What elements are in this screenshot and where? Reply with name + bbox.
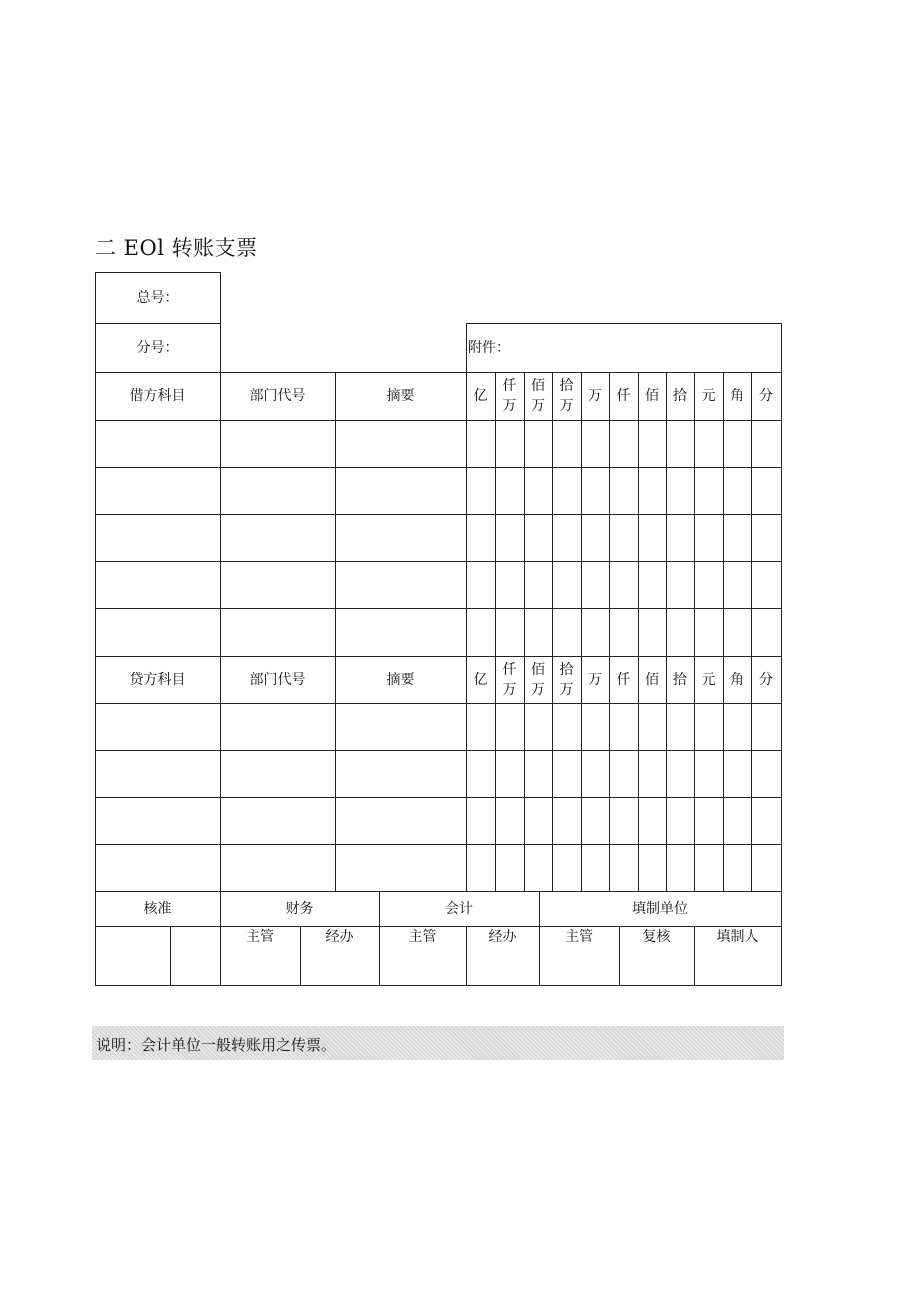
grid-row-line — [95, 514, 782, 515]
accounting-handler-label: 经办 — [488, 929, 517, 945]
digit-column-line — [751, 372, 752, 892]
signature-right-line — [781, 891, 782, 986]
sub-number-label: 分号： — [136, 340, 179, 356]
debit-header-summary: 摘要 — [386, 388, 415, 404]
credit-header-summary: 摘要 — [386, 672, 415, 688]
header-left-line — [95, 272, 96, 373]
credit-unit-3: 拾万 — [559, 662, 574, 698]
finance-handler-label: 经办 — [325, 929, 354, 945]
credit-unit-10: 分 — [759, 672, 773, 688]
header-top-line — [95, 272, 221, 273]
document-title: 二 EOl 转账支票 — [95, 236, 258, 260]
debit-unit-7: 拾 — [673, 388, 687, 404]
credit-unit-7: 拾 — [673, 672, 687, 688]
note-bar — [92, 1026, 784, 1060]
grid-row-line — [95, 703, 782, 704]
debit-header-account: 借方科目 — [129, 388, 186, 404]
grid-row-line — [95, 656, 782, 657]
grid-row-line — [95, 797, 782, 798]
attachment-left-line — [466, 323, 467, 373]
header-divider-line — [220, 272, 221, 373]
debit-unit-2: 佰万 — [531, 378, 545, 414]
digit-column-line — [723, 372, 724, 892]
signature-mid-line — [95, 926, 782, 927]
credit-unit-0: 亿 — [473, 672, 488, 688]
grid-row-line — [95, 608, 782, 609]
grid-row-line — [95, 561, 782, 562]
finance-supervisor-label: 主管 — [246, 929, 274, 945]
debit-unit-5: 仟 — [616, 388, 631, 404]
grid-row-line — [95, 420, 782, 421]
digit-column-line — [638, 372, 639, 892]
debit-unit-6: 佰 — [645, 388, 659, 404]
debit-unit-8: 元 — [701, 388, 716, 404]
credit-unit-9: 角 — [730, 672, 744, 688]
reviewer-label: 复核 — [642, 929, 671, 945]
total-number-label: 总号： — [136, 290, 179, 306]
signature-cell-line — [170, 926, 171, 986]
debit-unit-10: 分 — [759, 388, 773, 404]
debit-unit-3: 拾万 — [559, 378, 574, 414]
accounting-supervisor-label: 主管 — [408, 929, 437, 945]
unit-supervisor-label: 主管 — [565, 929, 593, 945]
signature-bottom-line — [95, 985, 782, 986]
attachment-top-line — [466, 323, 782, 324]
debit-header-dept-code: 部门代号 — [249, 388, 306, 404]
digit-column-line — [609, 372, 610, 892]
digit-column-line — [524, 372, 525, 892]
grid-top-line — [95, 372, 782, 373]
credit-unit-4: 万 — [588, 672, 602, 688]
credit-unit-6: 佰 — [645, 672, 659, 688]
digit-column-line — [781, 372, 782, 892]
grid-column-line — [220, 372, 221, 892]
digit-column-line — [581, 372, 582, 892]
digit-column-line — [495, 372, 496, 892]
credit-unit-8: 元 — [701, 672, 716, 688]
credit-header-account: 贷方科目 — [129, 672, 186, 688]
finance-label: 财务 — [285, 901, 314, 917]
credit-unit-2: 佰万 — [531, 662, 545, 698]
credit-unit-5: 仟 — [616, 672, 631, 688]
credit-header-dept-code: 部门代号 — [249, 672, 306, 688]
attachment-label: 附件： — [468, 340, 510, 356]
digit-column-line — [694, 372, 695, 892]
approve-label: 核准 — [143, 901, 172, 917]
debit-unit-0: 亿 — [473, 388, 488, 404]
credit-unit-1: 仟万 — [502, 662, 517, 698]
grid-column-line — [95, 372, 96, 892]
note-text: 说明：会计单位一般转账用之传票。 — [96, 1036, 337, 1054]
debit-unit-4: 万 — [588, 388, 602, 404]
accounting-label: 会计 — [445, 901, 473, 917]
grid-column-line — [466, 372, 467, 892]
header-mid-line — [95, 323, 221, 324]
grid-row-line — [95, 467, 782, 468]
digit-column-line — [666, 372, 667, 892]
grid-row-line — [95, 844, 782, 845]
grid-row-line — [95, 891, 782, 892]
digit-column-line — [552, 372, 553, 892]
debit-unit-1: 仟万 — [502, 378, 517, 414]
grid-column-line — [335, 372, 336, 892]
preparer-label: 填制人 — [716, 929, 759, 945]
attachment-right-line — [781, 323, 782, 373]
debit-unit-9: 角 — [730, 388, 744, 404]
grid-row-line — [95, 750, 782, 751]
filing-unit-label: 填制单位 — [632, 901, 688, 917]
